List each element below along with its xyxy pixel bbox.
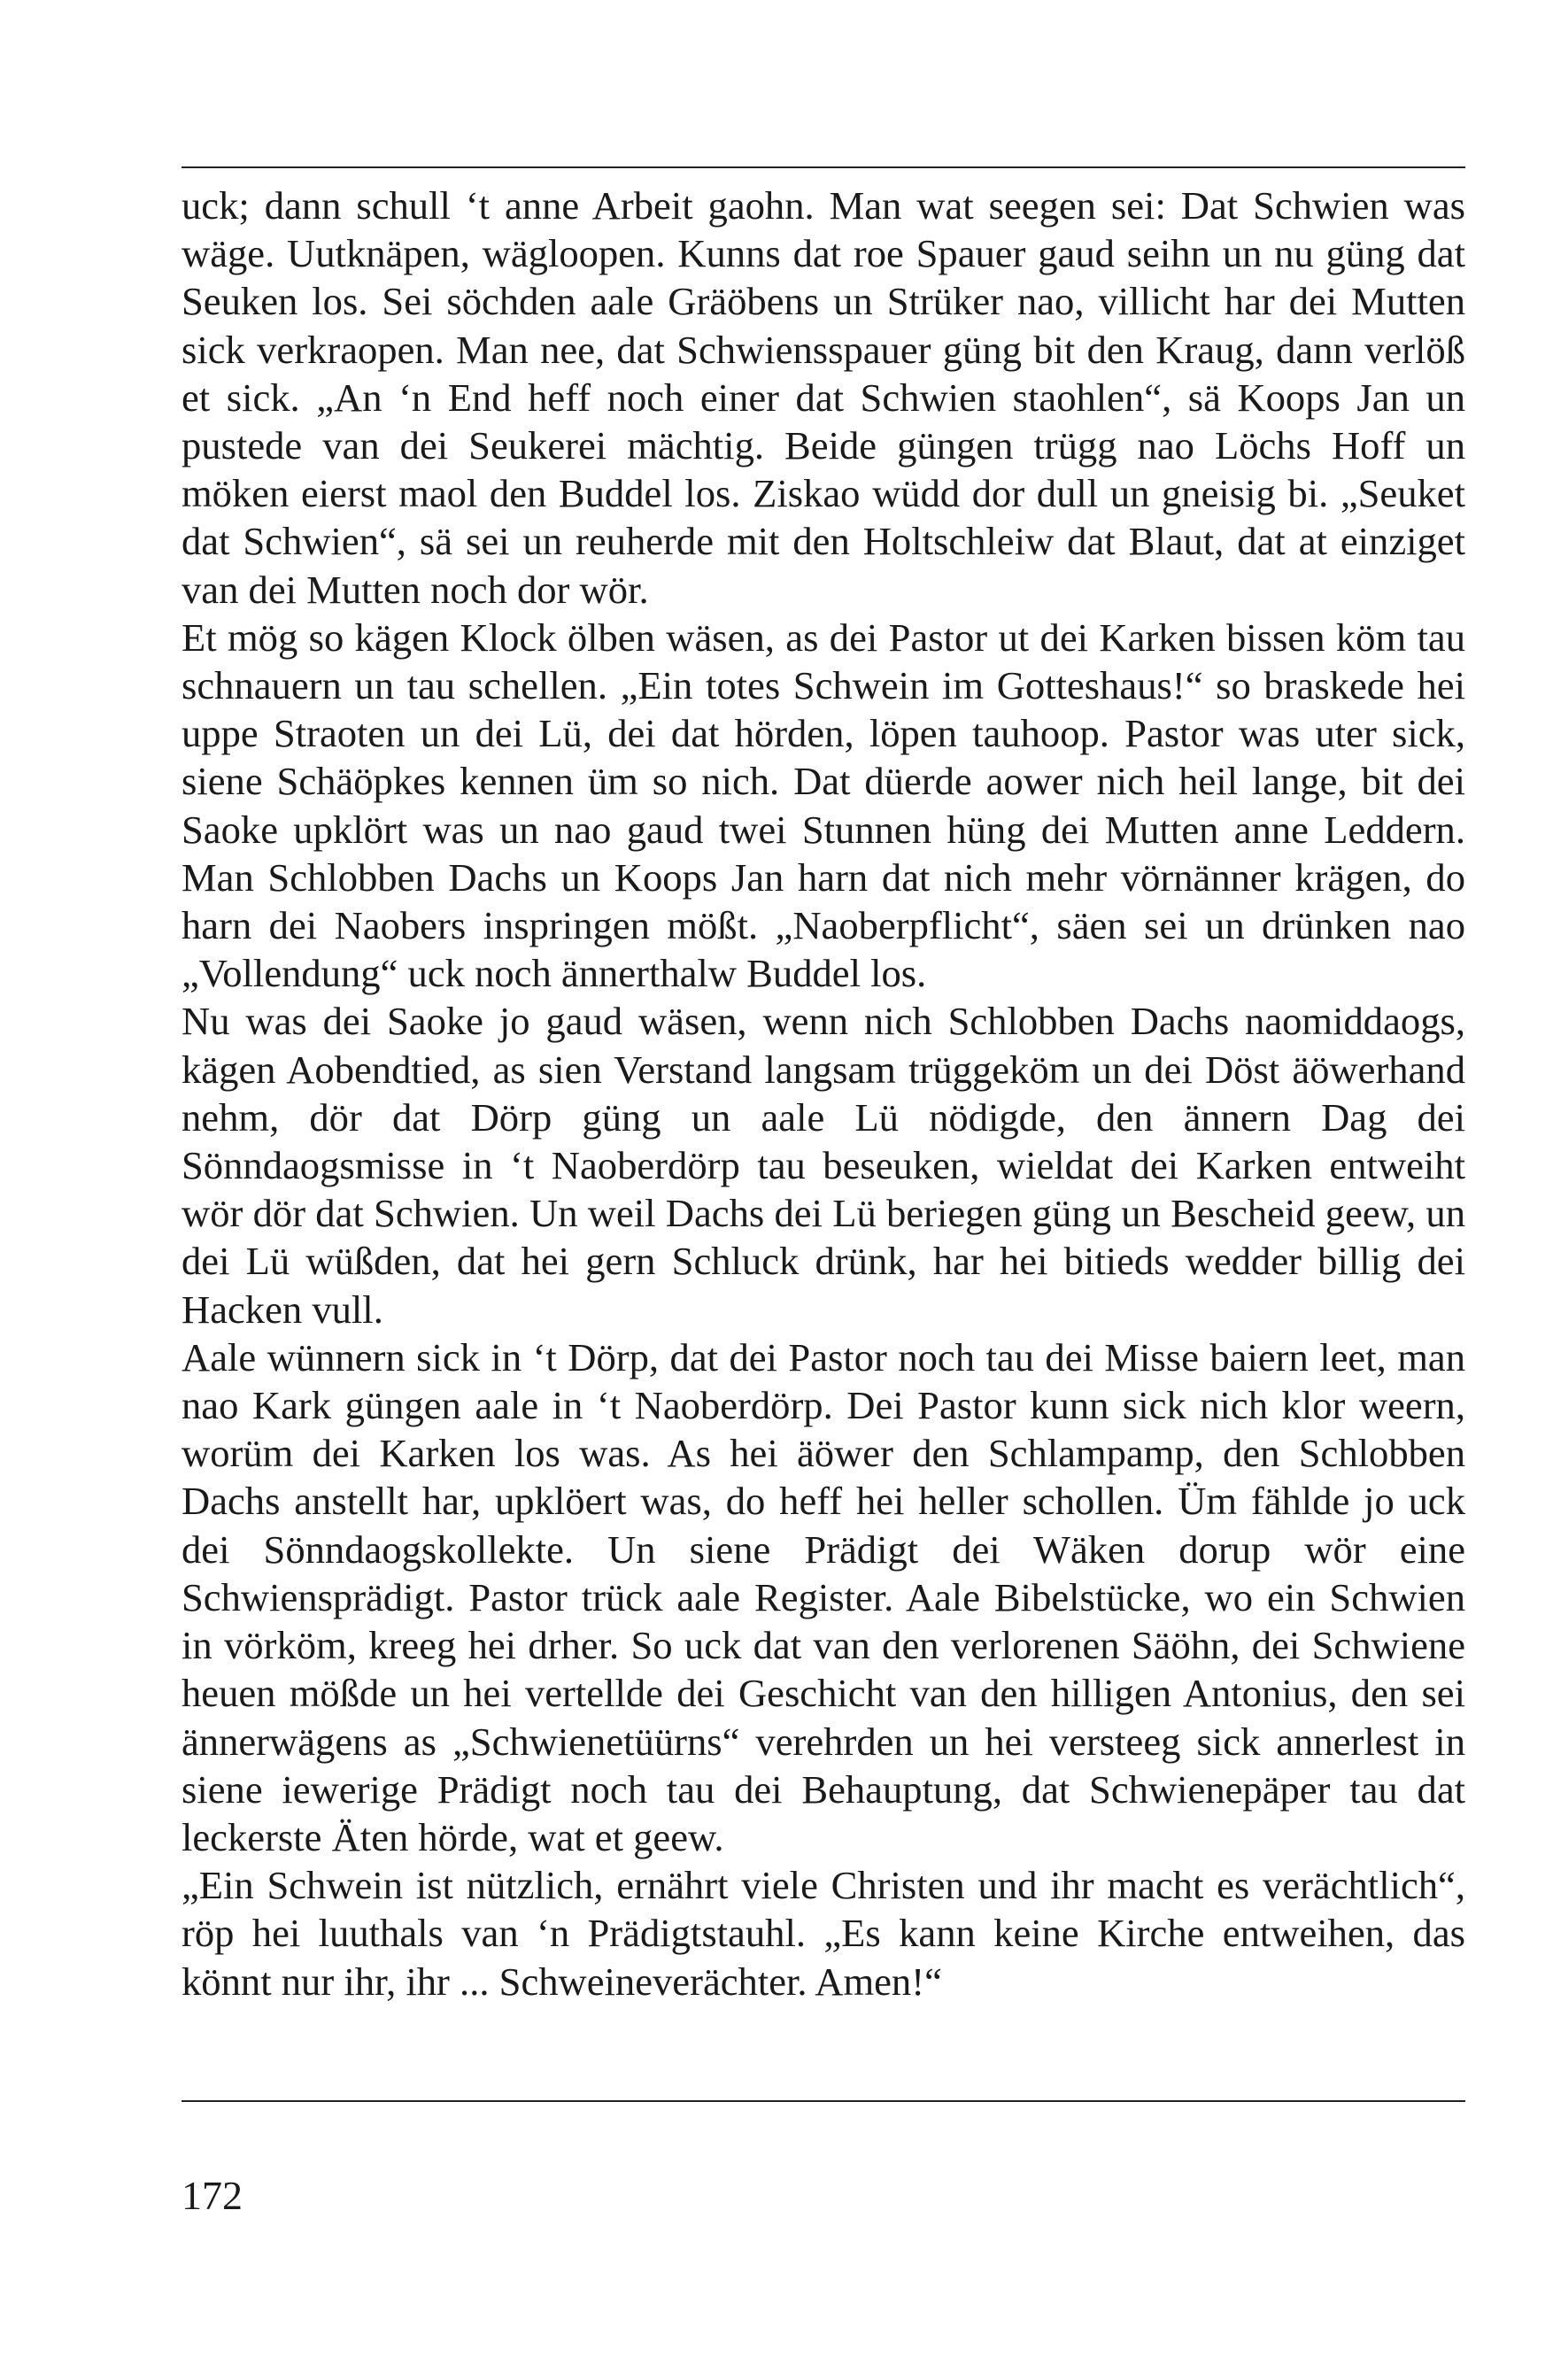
body-text (182, 182, 1465, 2005)
paragraph-1: uck; dann schull ‘t anne Arbeit gaohn. Man wat seegen sei: Dat Schwien was wäge. Uutknäpen, wägloopen. Kunns dat roe Spauer gaud seihn un nu güng dat Seuken los. Sei söchden aale Gräöbens un Strüker nao, villicht har dei Mutten sick verkraopen. Man nee, dat Schwiensspauer güng bit den Kraug, dann verlöß et sick. „An ‘n End heff noch einer dat Schwien staohlen“, sä Koops Jan un pustede van dei Seukerei mächtig. Beide güngen trügg nao Löchs Hoff un möken eierst maol den Buddel los. Ziskao wüdd dor dull un gneisig bi. „Seuket dat Schwien“, sä sei un reuherde mit den Holtschleiw dat Blaut, dat at einziget van dei Mutten noch dor wör. (182, 183, 1465, 612)
paragraph-5: „Ein Schwein ist nützlich, ernährt viele Christen und ihr macht es verächtlich“, röp hei luuthals van ‘n Prädigtstauhl. „Es kann keine Kirche entweihen, das könnt nur ihr, ihr ... Schweineverächter. Amen!“ (182, 1863, 1465, 2004)
top-rule (182, 166, 1465, 168)
page-number: 172 (182, 2173, 243, 2218)
paragraph-4: Aale wünnern sick in ‘t Dörp, dat dei Pastor noch tau dei Misse baiern leet, man nao Kark güngen aale in ‘t Naoberdörp. Dei Pastor kunn sick nich klor weern, worüm dei Karken los was. As hei äöwer den Schlampamp, den Schlobben Dachs anstellt har, upklöert was, do heff hei heller schollen. Üm fählde jo uck dei Sönndaogskollekte. Un siene Prädigt dei Wäken dorup wör eine Schwiensprädigt. Pastor trück aale Register. Aale Bibelstücke, wo ein Schwien in vörköm, kreeg hei drher. So uck dat van den verlorenen Säöhn, dei Schwiene heuen mößde un hei vertellde dei Geschicht van den hilligen Antonius, den sei ännerwägens as „Schwienetüürns“ verehrden un hei versteeg sick annerlest in siene iewerige Prädigt noch tau dei Behauptung, dat Schwienepäper tau dat leckerste Äten hörde, wat et geew. (182, 1334, 1465, 1859)
paragraph-3: Nu was dei Saoke jo gaud wäsen, wenn nich Schlobben Dachs naomiddaogs, kägen Aobendtied, as sien Verstand langsam trüggeköm un dei Döst äöwerhand nehm, dör dat Dörp güng un aale Lü nödigde, den ännern Dag dei Sönndaogsmisse in ‘t Naoberdörp tau beseuken, wieldat dei Karken entweiht wör dör dat Schwien. Un weil Dachs dei Lü beriegen güng un Bescheid geew, un dei Lü wüßden, dat hei gern Schluck drünk, har hei bitieds wedder billig dei Hacken vull. (182, 999, 1465, 1332)
bottom-rule (182, 2100, 1465, 2102)
paragraph-2: Et mög so kägen Klock ölben wäsen, as dei Pastor ut dei Karken bissen köm tau schnauern un tau schellen. „Ein totes Schwein im Gotteshaus!“ so braskede hei uppe Straoten un dei Lü, dei dat hörden, löpen tauhoop. Pastor was uter sick, siene Schäöpkes kennen üm so nich. Dat düerde aower nich heil lange, bit dei Saoke upklört was un nao gaud twei Stunnen hüng dei Mutten anne Leddern. Man Schlobben Dachs un Koops Jan harn dat nich mehr vörnänner krägen, do harn dei Naobers inspringen mößt. „Naoberpflicht“, säen sei un drünken nao „Vollendung“ uck noch ännerthalw Buddel los. (182, 614, 1465, 996)
